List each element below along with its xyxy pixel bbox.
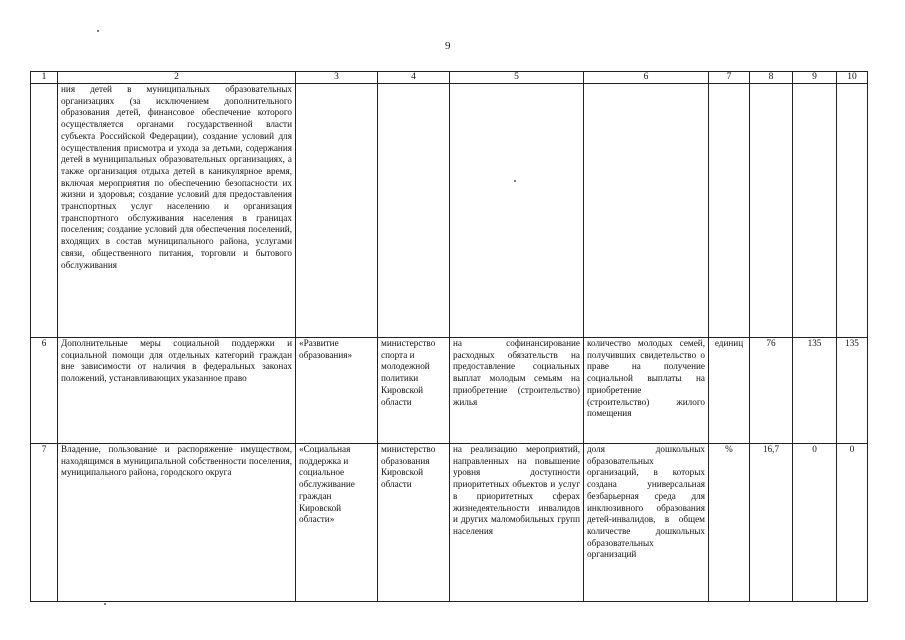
- program-cell: «Развитие образования»: [296, 338, 378, 444]
- header-cell: 2: [58, 72, 296, 84]
- purpose-cell: на софинансирование расходных обязательств на предоставление социальных выплат молодым семьям на приобретение (строительство) жилья: [450, 338, 584, 444]
- ministry-cell: министерство образования Кировской области: [378, 444, 450, 602]
- unit-cell: %: [709, 444, 750, 602]
- header-cell: 7: [709, 72, 750, 84]
- header-cell: 8: [750, 72, 793, 84]
- table-row-continuation: [31, 84, 868, 338]
- row-number-cell: 6: [31, 338, 58, 444]
- value-cell: 135: [793, 338, 837, 444]
- scan-speck: [104, 603, 106, 605]
- value-cell: 0: [837, 444, 868, 602]
- powers-description-cell: Владение, пользование и распоряжение имуществом, находящимся в муниципальной собственности поселения, муниципального района, городского округа: [58, 444, 296, 602]
- empty-cell: [837, 84, 868, 338]
- empty-cell: [750, 84, 793, 338]
- header-cell: 6: [584, 72, 709, 84]
- empty-cell: [450, 84, 584, 338]
- program-cell: «Социальная поддержка и социальное обслуживание граждан Кировской области»: [296, 444, 378, 602]
- table-row: [31, 444, 868, 602]
- header-cell: 10: [837, 72, 868, 84]
- scan-speck: [97, 30, 99, 32]
- header-cell: 5: [450, 72, 584, 84]
- value-cell: 0: [793, 444, 837, 602]
- empty-cell: [793, 84, 837, 338]
- header-cell: 3: [296, 72, 378, 84]
- indicator-cell: доля дошкольных образовательных организаций, в которых создана универсальная безбарьерная среда для инклюзивного образования детей-инвалидов, в общем количестве дошкольных образовательных организаций: [584, 444, 709, 602]
- value-cell: 16,7: [750, 444, 793, 602]
- value-cell: 76: [750, 338, 793, 444]
- powers-description-cell: Дополнительные меры социальной поддержки и социальной помощи для отдельных категорий граждан вне зависимости от наличия в федеральных законах положений, устанавливающих указанное право: [58, 338, 296, 444]
- page-number: 9: [445, 40, 451, 52]
- ministry-cell: министерство спорта и молодежной политики Кировской области: [378, 338, 450, 444]
- empty-cell: [584, 84, 709, 338]
- header-cell: 9: [793, 72, 837, 84]
- table-row: [31, 338, 868, 444]
- powers-description-cell: ния детей в муниципальных образовательных организациях (за исключением дополнительного образования детей, финансовое обеспечение которого осуществляется органами государственной власти субъекта Российской Федерации), создание условий для осуществления присмотра и ухода за детьми, содержания детей в муниципальных образовательных организациях, а также организация отдыха детей в каникулярное время, включая мероприятия по обеспечению безопасности их жизни и здоровья; создание условий для предоставления транспортных услуг населению и организация транспортного обслуживания населения в границах поселения; создание условий для обеспечения поселений, входящих в состав муниципального района, услугами связи, общественного питания, торговли и бытового обслуживания: [58, 84, 296, 338]
- header-cell: 4: [378, 72, 450, 84]
- empty-cell: [296, 84, 378, 338]
- indicator-cell: количество молодых семей, получивших свидетельство о праве на получение социальной выплаты на приобретение (строительство) жилого помещения: [584, 338, 709, 444]
- header-cell: 1: [31, 72, 58, 84]
- row-number-cell: [31, 84, 58, 338]
- empty-cell: [378, 84, 450, 338]
- value-cell: 135: [837, 338, 868, 444]
- row-number-cell: 7: [31, 444, 58, 602]
- indicators-table: [30, 71, 868, 602]
- empty-cell: [709, 84, 750, 338]
- purpose-cell: на реализацию мероприятий, направленных на повышение уровня доступности приоритетных объектов и услуг в приоритетных сферах жизнедеятельности инвалидов и других маломобильных групп населения: [450, 444, 584, 602]
- unit-cell: единиц: [709, 338, 750, 444]
- table-header-row: [31, 72, 868, 84]
